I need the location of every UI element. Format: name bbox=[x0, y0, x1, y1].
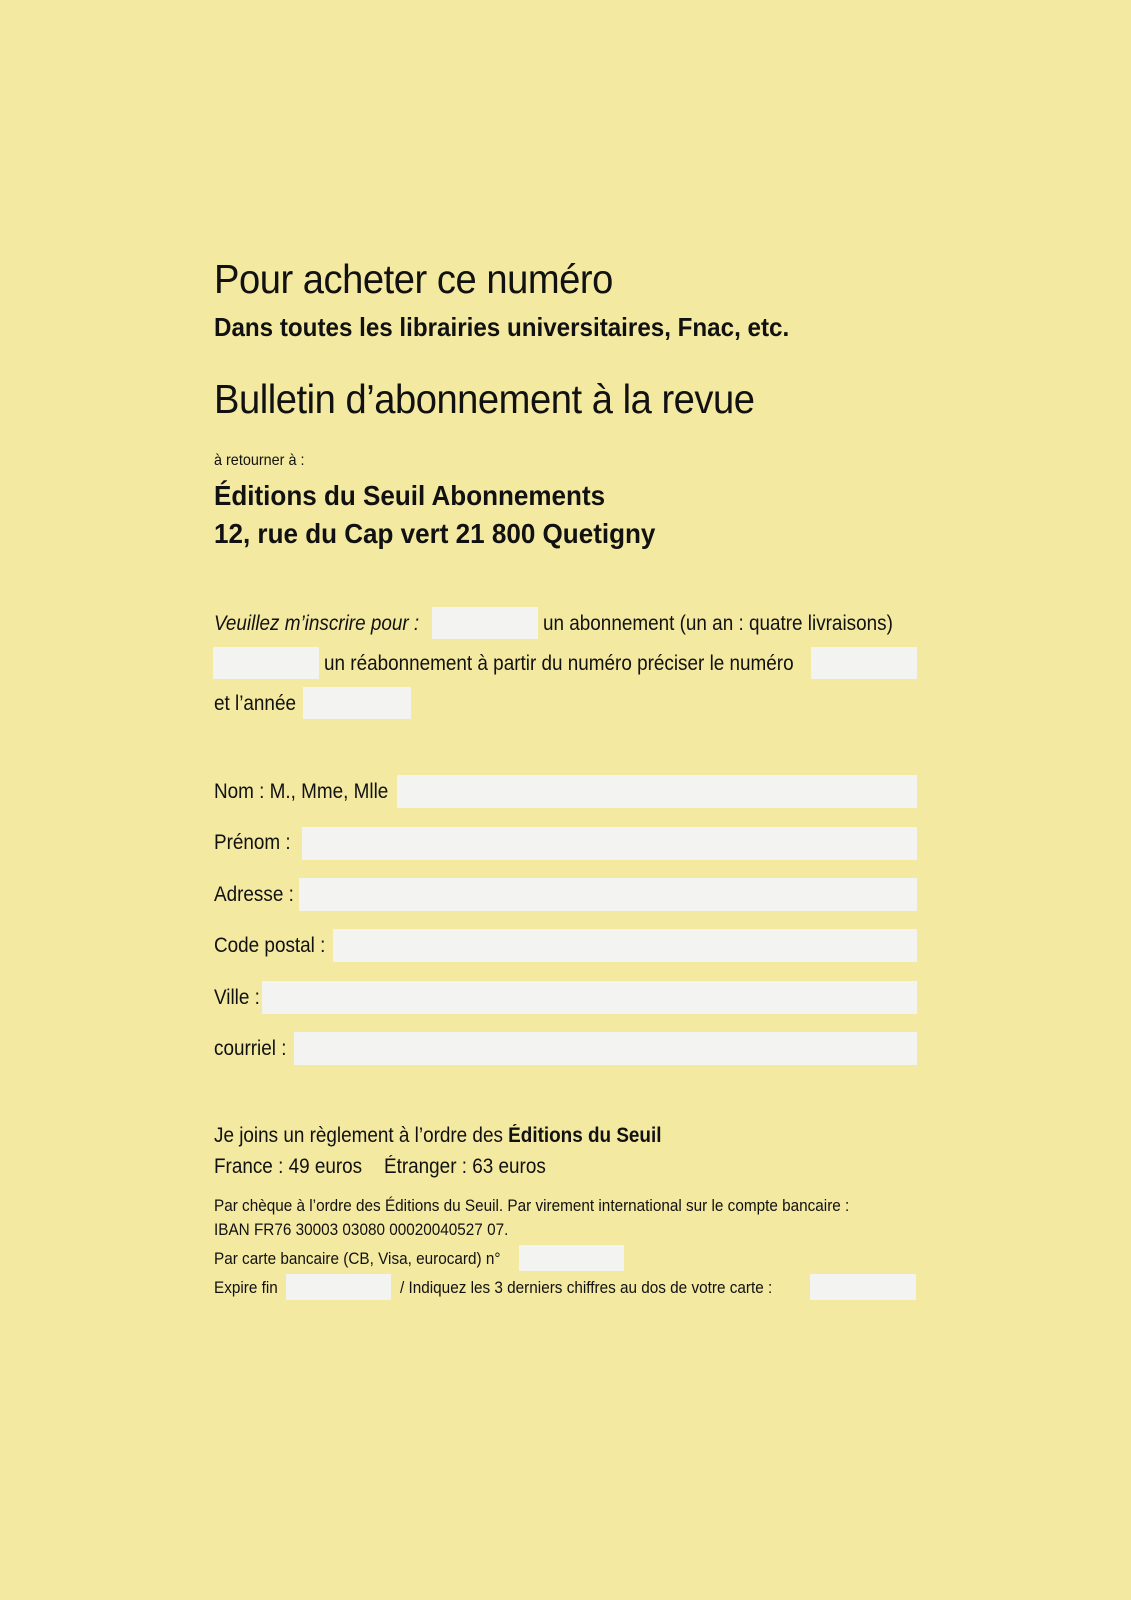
name-label: Nom : M., Mme, Mlle bbox=[214, 780, 389, 803]
name-field[interactable] bbox=[397, 775, 917, 808]
payment-intro-text: Je joins un règlement à l’ordre des bbox=[214, 1124, 503, 1147]
return-address bbox=[214, 477, 655, 553]
cvv-field[interactable] bbox=[810, 1274, 916, 1300]
subscription-intro: Veuillez m’inscrire pour : bbox=[214, 612, 420, 635]
subscribe-option-label: un abonnement (un an : quatre livraisons) bbox=[543, 612, 893, 635]
firstname-field[interactable] bbox=[302, 827, 917, 860]
subscribe-checkbox-field[interactable] bbox=[432, 607, 538, 639]
purchase-subtitle: Dans toutes les librairies universitaires, Fnac, etc. bbox=[214, 312, 790, 342]
year-field[interactable] bbox=[303, 687, 411, 719]
cvv-label: / Indiquez les 3 derniers chiffres au dos de votre carte : bbox=[400, 1278, 773, 1297]
address-line-1: Éditions du Seuil Abonnements bbox=[214, 480, 606, 511]
expiry-field[interactable] bbox=[286, 1274, 391, 1300]
issue-number-field[interactable] bbox=[811, 647, 917, 679]
iban-text: IBAN FR76 30003 03080 00020040527 07. bbox=[214, 1220, 509, 1239]
email-label: courriel : bbox=[214, 1037, 287, 1060]
cheque-text: Par chèque à l’ordre des Éditions du Seuil. Par virement international sur le compte bancaire : bbox=[214, 1196, 850, 1215]
resubscribe-option-label: un réabonnement à partir du numéro préciser le numéro bbox=[324, 652, 794, 675]
resubscribe-checkbox-field[interactable] bbox=[213, 647, 319, 679]
city-field[interactable] bbox=[262, 981, 917, 1014]
price-france: France : 49 euros bbox=[214, 1155, 363, 1178]
bulletin-title: Bulletin d’abonnement à la revue bbox=[214, 376, 755, 422]
card-label: Par carte bancaire (CB, Visa, eurocard) n° bbox=[214, 1249, 501, 1268]
payment-payee: Éditions du Seuil bbox=[508, 1124, 662, 1147]
city-label: Ville : bbox=[214, 986, 260, 1009]
purchase-title: Pour acheter ce numéro bbox=[214, 256, 613, 302]
return-label: à retourner à : bbox=[214, 452, 305, 469]
price-foreign: Étranger : 63 euros bbox=[384, 1155, 546, 1178]
postal-code-label: Code postal : bbox=[214, 934, 326, 957]
expiry-label: Expire fin bbox=[214, 1278, 278, 1297]
email-field[interactable] bbox=[294, 1032, 917, 1065]
payment-intro bbox=[214, 1124, 661, 1148]
card-number-field[interactable] bbox=[519, 1245, 624, 1271]
address-label: Adresse : bbox=[214, 883, 294, 906]
postal-code-field[interactable] bbox=[333, 929, 917, 962]
firstname-label: Prénom : bbox=[214, 831, 291, 854]
address-field[interactable] bbox=[299, 878, 917, 911]
year-label: et l’année bbox=[214, 692, 296, 715]
address-line-2: 12, rue du Cap vert 21 800 Quetigny bbox=[214, 518, 656, 549]
